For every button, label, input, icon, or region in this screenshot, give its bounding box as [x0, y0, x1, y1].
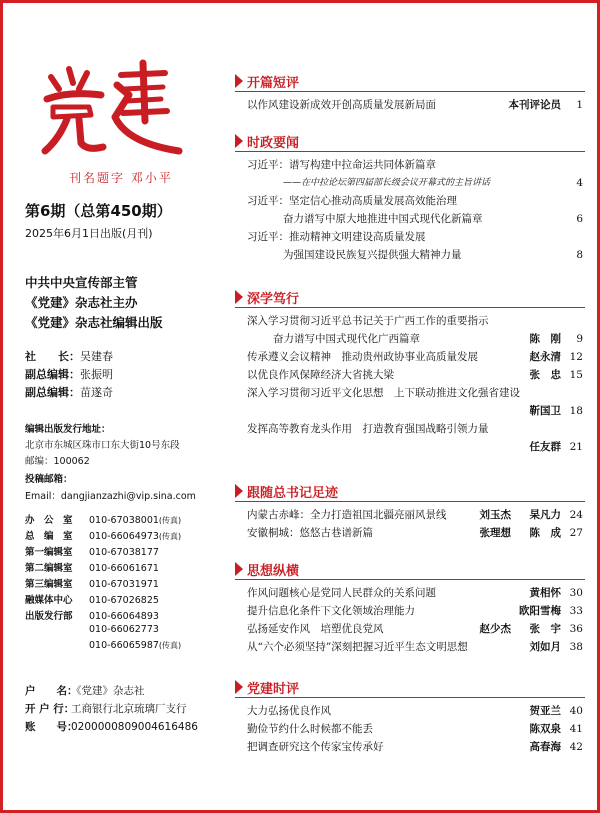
triangle-marker-icon	[235, 484, 243, 498]
toc-entry[interactable]: 从“六个必须坚持”深刻把握习近平生态文明思想 刘如月 38	[247, 641, 583, 653]
triangle-marker-icon	[235, 562, 243, 576]
account-line: 户 名：《党建》杂志社	[25, 685, 145, 697]
issue-number: 第6期（总第450期）	[25, 202, 172, 220]
section-sixiang	[235, 559, 585, 656]
email-label: 投稿邮箱：	[25, 474, 73, 485]
postcode: 邮编：100062	[25, 456, 90, 467]
toc-entry[interactable]: ——在中拉论坛第四届部长级会议开幕式的主旨讲话 4	[283, 177, 583, 189]
section-shenxue	[235, 287, 585, 456]
phone-line: 总 编 室 010-66064973(传真)	[25, 531, 182, 542]
organization-line: 《党建》杂志社主办	[25, 295, 138, 310]
section-header: 思想纵横	[235, 559, 585, 580]
phone-line: 010-66065987(传真)	[89, 640, 182, 651]
organization-line: 中共中央宣传部主管	[25, 275, 138, 290]
toc-entry[interactable]: 任友群 21	[529, 441, 583, 453]
toc-entry[interactable]: 大力弘扬优良作风 贺亚兰 40	[247, 705, 583, 717]
phone-line: 出版发行部 010-66064893	[25, 611, 159, 622]
calligraphy-logo-icon	[39, 55, 189, 165]
account-line: 账 号：0200000809004616486	[25, 721, 198, 733]
toc-entry[interactable]: 奋力谱写中原大地推进中国式现代化新篇章 6	[283, 213, 583, 225]
toc-entry[interactable]: 习近平：谱写构建中拉命运共同体新篇章	[247, 159, 436, 171]
toc-entry[interactable]: 传承遵义会议精神 推动贵州政协事业高质量发展 赵永清 12	[247, 351, 583, 363]
toc-entry[interactable]: 为强国建设民族复兴提供强大精神力量 8	[283, 249, 583, 261]
section-shiping	[235, 677, 585, 756]
magazine-logo	[39, 55, 189, 165]
toc-entry[interactable]: 内蒙古赤峰：全力打造祖国北疆亮丽风景线 刘玉杰 杲凡力 24	[247, 509, 583, 521]
toc-entry[interactable]: 安徽桐城：悠悠古巷谱新篇 张理想 陈 成 27	[247, 527, 583, 539]
toc-entry[interactable]: 以优良作风保障经济大省挑大梁 张 忠 15	[247, 369, 583, 381]
section-shizheng	[235, 131, 585, 264]
toc-entry[interactable]: 把调查研究这个传家宝传承好 高春海 42	[247, 741, 583, 753]
phone-line: 融媒体中心 010-67026825	[25, 595, 159, 606]
section-header: 党建时评	[235, 677, 585, 698]
section-header: 跟随总书记足迹	[235, 481, 585, 502]
triangle-marker-icon	[235, 74, 243, 88]
address: 北京市东城区珠市口东大街10号东段	[25, 440, 180, 451]
toc-entry[interactable]: 勤俭节约什么时候都不能丢 陈双泉 41	[247, 723, 583, 735]
toc-entry[interactable]: 深入学习贯彻习近平文化思想 上下联动推进文化强省建设	[247, 387, 520, 399]
triangle-marker-icon	[235, 290, 243, 304]
section-header: 时政要闻	[235, 131, 585, 152]
toc-entry[interactable]: 深入学习贯彻习近平总书记关于广西工作的重要指示	[247, 315, 489, 327]
staff-line: 副总编辑：苗遂奇	[25, 386, 113, 399]
toc-entry[interactable]: 作风问题核心是党同人民群众的关系问题 黄相怀 30	[247, 587, 583, 599]
section-header: 深学笃行	[235, 287, 585, 308]
staff-line: 副总编辑：张振明	[25, 368, 113, 381]
toc-entry[interactable]: 弘扬延安作风 培塑优良党风 赵少杰 张 宇 36	[247, 623, 583, 635]
staff-line: 社 长：吴建春	[25, 350, 113, 363]
title-inscription: 刊名题字 邓小平	[69, 171, 173, 185]
toc-entry[interactable]: 以作风建设新成效开创高质量发展新局面 本刊评论员 1	[247, 99, 583, 111]
toc-entry[interactable]: 提升信息化条件下文化领域治理能力 欧阳雪梅 33	[247, 605, 583, 617]
phone-line: 第三编辑室 010-67031971	[25, 579, 159, 590]
table-of-contents	[235, 3, 595, 810]
section-kaipian	[235, 71, 585, 114]
email: Email：dangjianzazhi@vip.sina.com	[25, 491, 196, 502]
phone-line: 办 公 室 010-67038001(传真)	[25, 515, 182, 526]
toc-entry[interactable]: 习近平：推动精神文明建设高质量发展	[247, 231, 426, 243]
toc-entry[interactable]: 发挥高等教育龙头作用 打造教育强国战略引领力量	[247, 423, 489, 435]
triangle-marker-icon	[235, 134, 243, 148]
toc-entry[interactable]: 奋力谱写中国式现代化广西篇章 陈 刚 9	[273, 333, 583, 345]
account-line: 开 户 行：工商银行北京琉璃厂支行	[25, 703, 187, 715]
section-header: 开篇短评	[235, 71, 585, 92]
phone-line: 第二编辑室 010-66061671	[25, 563, 159, 574]
phone-line: 010-66062773	[89, 624, 159, 635]
masthead-column	[3, 3, 231, 810]
organization-line: 《党建》杂志社编辑出版	[25, 315, 163, 330]
toc-entry[interactable]: 靳国卫 18	[529, 405, 583, 417]
toc-entry[interactable]: 习近平：坚定信心推动高质量发展高效能治理	[247, 195, 457, 207]
phone-line: 第一编辑室 010-67038177	[25, 547, 159, 558]
address-label: 编辑出版发行地址：	[25, 424, 111, 435]
triangle-marker-icon	[235, 680, 243, 694]
publication-date: 2025年6月1日出版(月刊)	[25, 227, 153, 240]
section-gensui	[235, 481, 585, 542]
